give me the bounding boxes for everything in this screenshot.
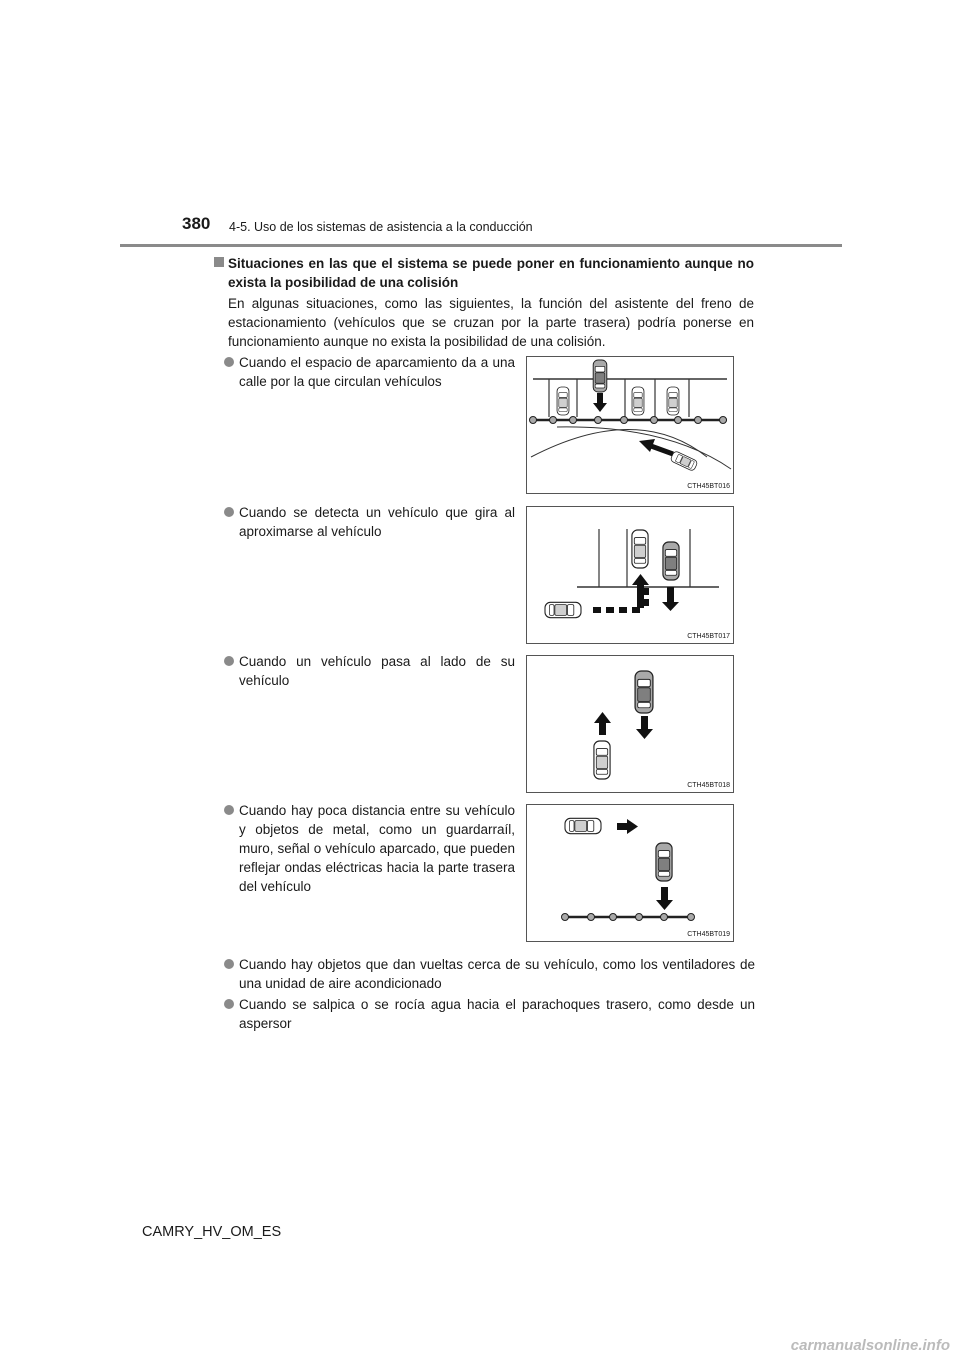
list-item-text: Cuando el espacio de aparcamiento da a una calle por la que circulan vehículos — [239, 355, 515, 389]
list-item-text: Cuando un vehículo pasa al lado de su vehículo — [239, 654, 515, 688]
list-item — [224, 652, 515, 690]
section-title: 4-5. Uso de los sistemas de asistencia a la conducción — [229, 220, 533, 234]
bullet-icon — [224, 357, 234, 367]
intro-paragraph: En algunas situaciones, como las siguientes, la función del asistente del freno de estacionamiento (vehículos que se cruzan por la parte trasera) podría ponerse en funcionamiento aunque no exista la posibilidad de una colisión. — [228, 296, 754, 349]
list-item — [224, 955, 755, 993]
bullet-icon — [224, 507, 234, 517]
figure-metal-objects — [526, 804, 734, 942]
list-item-text: Cuando hay poca distancia entre su vehículo y objetos de metal, como un guardarraíl, muro, señal o vehículo aparcado, que pueden reflejar ondas eléctricas hacia la parte trasera del vehículo — [239, 803, 515, 894]
section-heading-text: Situaciones en las que el sistema se puede poner en funcionamiento aunque no exista la posibilidad de una colisión — [228, 256, 754, 290]
bullet-icon — [224, 656, 234, 666]
figure-code: CTH45BT018 — [687, 782, 730, 789]
list-item — [224, 503, 515, 541]
bullet-icon — [224, 805, 234, 815]
list-item — [224, 353, 515, 391]
watermark: carmanualsonline.info — [790, 1337, 950, 1354]
figure-turning-vehicle — [526, 506, 734, 644]
figure-passing-vehicle — [526, 655, 734, 793]
list-item-text: Cuando se salpica o se rocía agua hacia el parachoques trasero, como desde un aspersor — [239, 997, 755, 1031]
bullet-icon — [224, 959, 234, 969]
figure-code: CTH45BT017 — [687, 633, 730, 640]
list-item-text: Cuando hay objetos que dan vueltas cerca de su vehículo, como los ventiladores de una unidad de aire acondicionado — [239, 957, 755, 991]
figure-code: CTH45BT016 — [687, 483, 730, 490]
header-rule — [120, 244, 842, 247]
figure-parking-street — [526, 356, 734, 494]
document-code: CAMRY_HV_OM_ES — [142, 1224, 282, 1240]
section-heading — [214, 254, 754, 292]
list-item-text: Cuando se detecta un vehículo que gira al aproximarse al vehículo — [239, 505, 515, 539]
page-number: 380 — [182, 214, 211, 233]
turning-vehicle-illustration — [527, 507, 733, 643]
figure-code: CTH45BT019 — [687, 931, 730, 938]
list-item — [224, 801, 515, 896]
square-bullet-icon — [214, 257, 224, 267]
parking-street-illustration — [527, 357, 733, 493]
metal-objects-illustration — [527, 805, 733, 941]
bullet-icon — [224, 999, 234, 1009]
list-item — [224, 995, 755, 1033]
passing-vehicle-illustration — [527, 656, 733, 792]
